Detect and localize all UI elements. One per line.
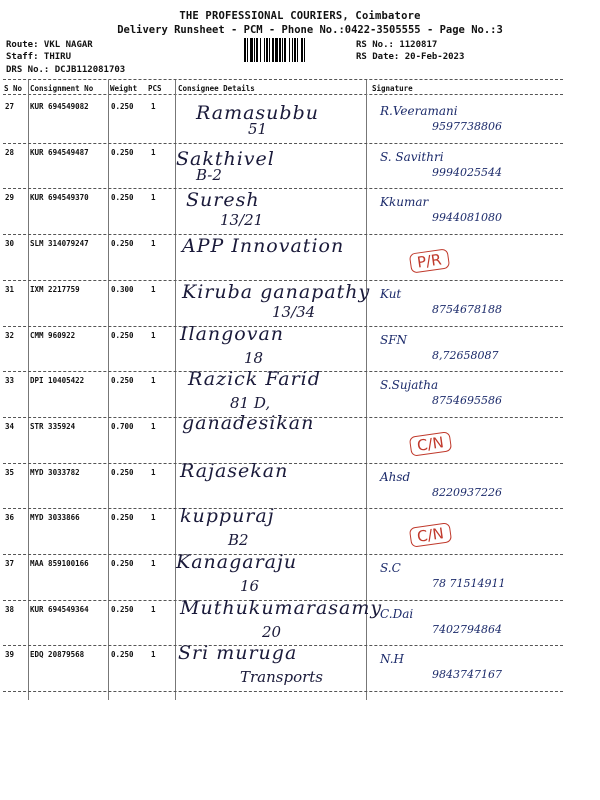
row-consignee-door: B2 xyxy=(228,531,249,550)
barcode-bar xyxy=(250,38,253,62)
row-consignee-name: kuppuraj xyxy=(180,505,275,528)
row-consignee-name: Kiruba ganapathy xyxy=(182,280,371,303)
row-signature: S.Sujatha xyxy=(380,378,439,393)
row-divider xyxy=(3,188,563,189)
row-divider xyxy=(3,143,563,144)
row-signature-phone: 8220937226 xyxy=(432,485,502,499)
barcode-bar xyxy=(297,38,298,62)
row-consignee-name: Suresh xyxy=(186,189,260,212)
row-consignee-name: Sri muruga xyxy=(178,642,298,665)
barcode-bar xyxy=(244,38,246,62)
row-signature: S.C xyxy=(380,561,401,575)
row-consignee-name: Muthukumarasamy xyxy=(180,596,383,619)
row-divider xyxy=(3,508,563,509)
document-subtitle: Delivery Runsheet - PCM - Phone No.:0422-3505555 - Page No.:3 xyxy=(117,24,503,36)
row-signature-phone: 8,72658087 xyxy=(432,348,499,362)
row-sno: 32 xyxy=(5,330,15,340)
row-weight: 0.250 xyxy=(111,604,134,614)
row-weight: 0.250 xyxy=(111,147,134,157)
row-signature-phone: 9944081080 xyxy=(432,211,502,225)
row-signature-phone: 7402794864 xyxy=(432,622,502,636)
column-header-signature: Signature xyxy=(372,84,413,93)
row-consignee-door: 20 xyxy=(262,622,282,641)
row-consignment-no: KUR 694549370 xyxy=(30,193,89,203)
barcode-bar xyxy=(247,38,248,62)
row-consignee-name: Sakthivel xyxy=(176,147,275,170)
row-sno: 30 xyxy=(5,239,15,249)
row-consignment-no: DPI 10405422 xyxy=(30,376,85,386)
row-pcs: 1 xyxy=(151,421,156,431)
barcode-bar xyxy=(292,38,293,62)
barcode-bar xyxy=(279,38,281,62)
row-signature-phone: 8754678188 xyxy=(432,302,502,316)
row-weight: 0.300 xyxy=(111,284,134,294)
barcode-bar xyxy=(282,38,283,62)
row-status-stamp: P/R xyxy=(409,249,450,274)
row-weight: 0.700 xyxy=(111,421,134,431)
row-consignee-door: B-2 xyxy=(196,165,222,184)
row-pcs: 1 xyxy=(151,193,156,203)
drs-number: DRS No.: DCJB112081703 xyxy=(6,65,126,75)
row-consignee-door: 81 D, xyxy=(230,394,271,413)
header-divider xyxy=(3,79,563,80)
row-sno: 39 xyxy=(5,650,15,660)
route-label: Route: VKL NAGAR xyxy=(6,40,93,50)
barcode-bar xyxy=(269,38,270,62)
barcode-bar xyxy=(272,38,274,62)
barcode-bar xyxy=(275,38,278,62)
barcode-bar xyxy=(301,38,303,62)
row-signature: Ahsd xyxy=(380,469,411,484)
row-signature: Kut xyxy=(380,286,402,301)
column-header-sno: S No xyxy=(4,84,23,93)
row-weight: 0.250 xyxy=(111,467,134,477)
row-weight: 0.250 xyxy=(111,239,134,249)
row-sno: 33 xyxy=(5,376,15,386)
row-sno: 27 xyxy=(5,102,15,111)
row-pcs: 1 xyxy=(151,376,156,386)
row-consignment-no: KUR 694549487 xyxy=(30,147,89,157)
barcode-bar xyxy=(284,38,286,62)
barcode-bar xyxy=(264,38,265,62)
row-signature: S. Savithri xyxy=(380,149,444,164)
column-rule xyxy=(108,80,109,700)
row-weight: 0.250 xyxy=(111,330,134,340)
row-consignee-door: Transports xyxy=(240,668,324,687)
barcode-bar xyxy=(289,38,290,62)
row-status-stamp: C/N xyxy=(409,431,452,456)
row-signature: N.H xyxy=(380,652,405,667)
row-sno: 37 xyxy=(5,559,15,568)
row-sno: 38 xyxy=(5,604,15,614)
row-signature: C.Dai xyxy=(380,606,414,621)
document-title: THE PROFESSIONAL COURIERS, Coimbatore xyxy=(179,10,421,22)
row-signature: Kkumar xyxy=(380,195,429,210)
barcode-bar xyxy=(266,38,268,62)
row-consignee-name: APP Innovation xyxy=(182,235,345,258)
row-consignee-name: Razick Farid xyxy=(188,368,321,391)
row-consignee-name: Rajasekan xyxy=(180,459,289,482)
row-sno: 28 xyxy=(5,147,15,157)
row-consignment-no: STR 335924 xyxy=(30,421,76,431)
row-pcs: 1 xyxy=(151,559,156,568)
row-signature: SFN xyxy=(380,332,408,347)
row-pcs: 1 xyxy=(151,467,156,477)
row-weight: 0.250 xyxy=(111,102,134,111)
barcode xyxy=(244,38,348,62)
row-sno: 29 xyxy=(5,193,15,203)
row-weight: 0.250 xyxy=(111,376,134,386)
row-pcs: 1 xyxy=(151,284,156,294)
rs-date: RS Date: 20-Feb-2023 xyxy=(356,52,465,62)
row-weight: 0.250 xyxy=(111,650,134,660)
row-consignee-door: 13/21 xyxy=(220,211,264,230)
row-consignment-no: MAA 859100166 xyxy=(30,559,89,568)
barcode-bar xyxy=(294,38,296,62)
barcode-bar xyxy=(256,38,258,62)
row-sno: 35 xyxy=(5,467,15,477)
column-header-consignee: Consignee Details xyxy=(178,84,255,93)
row-consignee-door: 13/34 xyxy=(272,302,316,321)
row-sno: 36 xyxy=(5,513,15,523)
row-consignment-no: MYD 3033866 xyxy=(30,513,80,523)
row-consignee-door: 18 xyxy=(244,348,264,367)
row-consignee-name: Ilangovan xyxy=(180,322,285,345)
row-consignment-no: IXM 2217759 xyxy=(30,284,80,294)
row-pcs: 1 xyxy=(151,513,156,523)
staff-label: Staff: THIRU xyxy=(6,52,72,62)
barcode-bar xyxy=(254,38,255,62)
row-pcs: 1 xyxy=(151,330,156,340)
barcode-bar xyxy=(304,38,305,62)
column-rule xyxy=(28,80,29,700)
row-divider xyxy=(3,691,563,692)
row-consignment-no: KUR 694549364 xyxy=(30,604,89,614)
row-sno: 34 xyxy=(5,421,15,431)
row-pcs: 1 xyxy=(151,650,156,660)
row-signature: R.Veeramani xyxy=(380,104,458,118)
row-signature-phone: 9597738806 xyxy=(432,120,502,133)
row-sno: 31 xyxy=(5,284,15,294)
row-consignment-no: MYD 3033782 xyxy=(30,467,80,477)
row-pcs: 1 xyxy=(151,604,156,614)
row-consignment-no: SLM 314079247 xyxy=(30,239,89,249)
row-signature-phone: 8754695586 xyxy=(432,394,502,408)
row-signature-phone: 9994025544 xyxy=(432,165,502,179)
row-weight: 0.250 xyxy=(111,559,134,568)
row-signature-phone: 78 71514911 xyxy=(432,577,506,590)
column-header-pcs: PCS xyxy=(148,84,162,93)
column-rule xyxy=(175,80,176,700)
row-signature-phone: 9843747167 xyxy=(432,668,502,682)
row-consignee-name: Ramasubbu xyxy=(196,102,319,124)
row-pcs: 1 xyxy=(151,239,156,249)
row-weight: 0.250 xyxy=(111,193,134,203)
barcode-bar xyxy=(260,38,261,62)
rs-number: RS No.: 1120817 xyxy=(356,40,438,50)
row-consignee-door: 16 xyxy=(240,577,260,595)
row-status-stamp: C/N xyxy=(409,523,452,548)
row-consignee-name: Kanagaraju xyxy=(176,551,298,573)
row-consignee-name: ganadesikan xyxy=(182,411,315,434)
column-header-divider xyxy=(3,94,563,95)
row-pcs: 1 xyxy=(151,147,156,157)
column-header-consignment: Consignment No xyxy=(30,84,94,93)
row-weight: 0.250 xyxy=(111,513,134,523)
row-consignment-no: CMM 960922 xyxy=(30,330,76,340)
row-consignment-no: KUR 694549082 xyxy=(30,102,89,111)
column-header-weight: Weight xyxy=(110,84,138,93)
row-pcs: 1 xyxy=(151,102,156,111)
row-consignee-door: 51 xyxy=(248,120,268,138)
row-consignment-no: EDQ 20879568 xyxy=(30,650,85,660)
